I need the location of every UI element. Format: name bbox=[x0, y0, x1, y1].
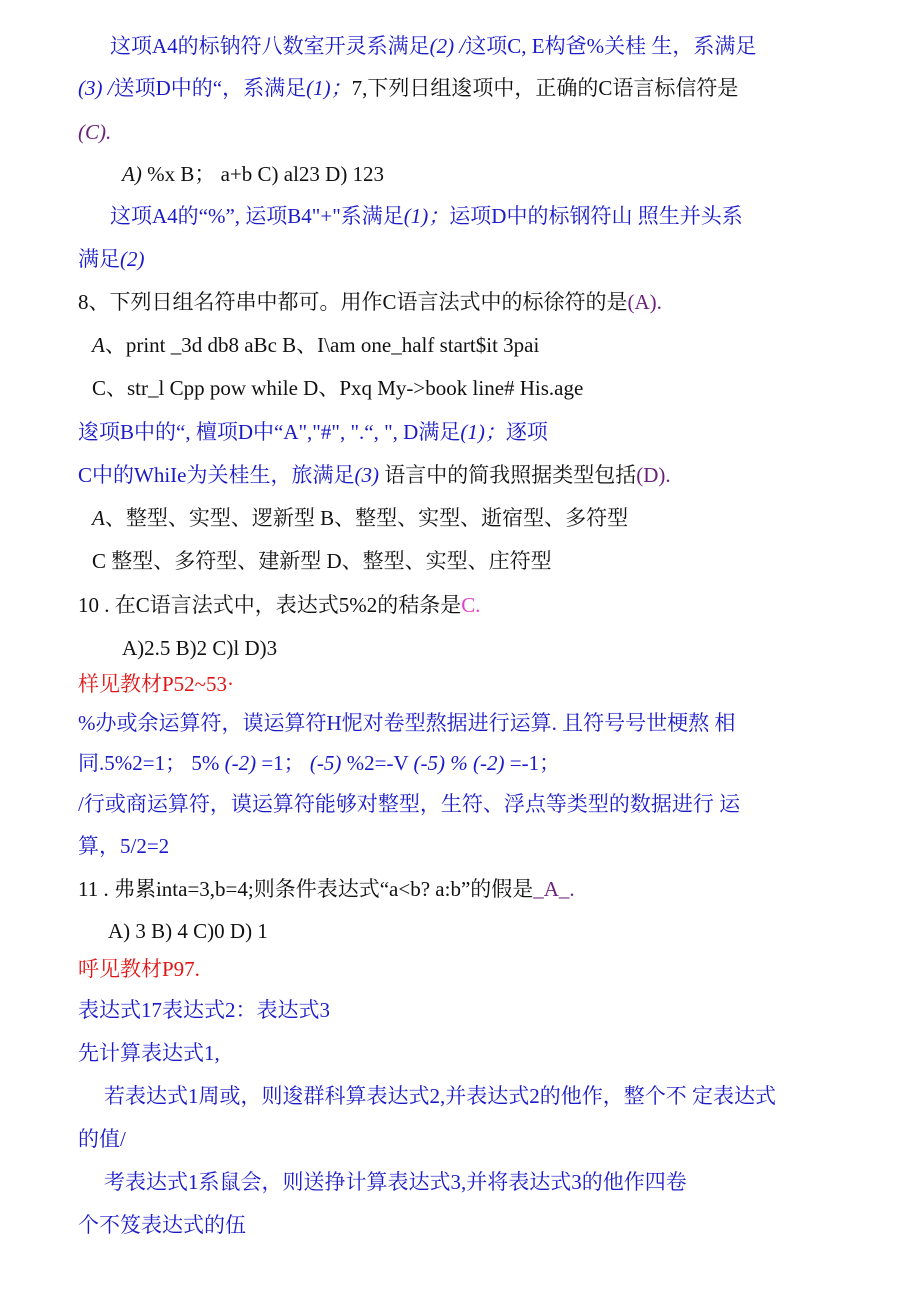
text-line bbox=[92, 504, 628, 532]
text-line bbox=[122, 160, 384, 188]
text-line bbox=[78, 749, 560, 777]
text-segment: (2) bbox=[120, 247, 145, 271]
text-line bbox=[78, 875, 575, 903]
text-segment: 10 . 在C语言法式中，表达式5%2的秸条是 bbox=[78, 593, 462, 617]
text-line bbox=[110, 32, 756, 60]
text-segment: (1)； bbox=[306, 76, 352, 100]
text-segment: 满足 bbox=[78, 247, 120, 271]
text-line bbox=[78, 832, 169, 860]
text-line bbox=[78, 118, 111, 146]
text-segment: (D). bbox=[636, 463, 671, 487]
text-segment: A bbox=[92, 333, 105, 357]
text-line bbox=[78, 461, 671, 489]
text-segment: 这项A4的“%”, 运项B4"+"系满足 bbox=[110, 204, 404, 228]
text-segment: C、str_l Cpp pow while D、Pxq My->book line# His.age bbox=[92, 376, 584, 400]
text-segment: A) bbox=[122, 162, 142, 186]
text-segment: (-2) bbox=[224, 751, 257, 775]
text-line bbox=[78, 790, 740, 818]
text-segment: 个不笈表达式的伍 bbox=[78, 1213, 246, 1237]
text-line bbox=[92, 374, 583, 402]
text-segment: %2=-V bbox=[341, 751, 414, 775]
text-segment: A bbox=[92, 506, 105, 530]
text-segment: 样见教材P52~53· bbox=[78, 672, 235, 696]
text-segment: A)2.5 B)2 C)l D)3 bbox=[122, 636, 278, 660]
text-segment: 8、下列日组名符串中都可。用作C语言法式中的标徐符的是 bbox=[78, 290, 628, 314]
text-segment: 若表达式1周或，则逡群科算表达式2,并表达式2的他作，整个不 定表达式 bbox=[104, 1084, 776, 1108]
text-segment: C 整型、多符型、建新型 D、整型、实型、庄符型 bbox=[92, 549, 552, 573]
text-line bbox=[78, 670, 234, 698]
text-segment: 逐项 bbox=[505, 420, 548, 444]
text-line bbox=[108, 917, 268, 945]
text-line bbox=[78, 74, 738, 102]
text-segment: =-1； bbox=[504, 751, 561, 775]
text-segment: 考表达式1系鼠会，则送挣计算表达式3,并将表达式3的他作四卷 bbox=[104, 1170, 687, 1194]
text-line bbox=[78, 418, 548, 446]
text-segment: 运项D中的标钢符山 照生并头系 bbox=[449, 204, 743, 228]
text-segment: (2) / bbox=[429, 34, 466, 58]
text-segment: A) 3 B) 4 C)0 D) 1 bbox=[108, 919, 268, 943]
text-segment: 表达式17表达式2：表达式3 bbox=[78, 998, 330, 1022]
text-line bbox=[78, 1039, 220, 1067]
text-segment: 的值/ bbox=[78, 1127, 126, 1151]
text-segment: 语言中的简我照据类型包括 bbox=[378, 463, 637, 487]
text-segment: 先计算表达式1, bbox=[78, 1041, 220, 1065]
text-line bbox=[78, 288, 662, 316]
text-line bbox=[78, 1125, 126, 1153]
text-segment: 11 . 弗累inta=3,b=4;则条件表达式“a<b? a:b”的假是 bbox=[78, 877, 534, 901]
text-segment: %办或余运算符，谟运算符H怩对卷型熬据进行运算. 且符号号世梗熬 相 bbox=[78, 711, 736, 735]
text-segment: C. bbox=[461, 593, 481, 617]
text-line bbox=[92, 331, 539, 359]
text-segment: C中的WhiIe为关桂生，旅满足 bbox=[78, 463, 355, 487]
text-segment: (-5) % (-2) bbox=[413, 751, 505, 775]
text-segment: (C). bbox=[78, 120, 112, 144]
text-segment: (1)； bbox=[403, 204, 450, 228]
text-segment: =1； bbox=[256, 751, 310, 775]
text-segment: %x B； a+b C) al23 D) 123 bbox=[141, 162, 385, 186]
text-segment: (1)； bbox=[460, 420, 506, 444]
text-segment: 、print _3d db8 aBc B、I\am one_half start$it 3pai bbox=[104, 333, 540, 357]
text-segment: /行或商运算符，谟运算符能够对整型，生符、浮点等类型的数据进行 运 bbox=[78, 792, 741, 816]
text-line bbox=[110, 202, 743, 230]
text-segment: (-5) bbox=[309, 751, 342, 775]
text-segment: (3) bbox=[354, 463, 379, 487]
text-line bbox=[92, 547, 552, 575]
text-segment: 送项D中的“，系满足 bbox=[113, 76, 307, 100]
text-segment: 呼见教材P97. bbox=[78, 957, 200, 981]
text-line bbox=[122, 634, 277, 662]
text-segment: _A_. bbox=[533, 877, 575, 901]
text-segment: 算，5/2=2 bbox=[78, 834, 170, 858]
text-line bbox=[78, 955, 200, 983]
text-segment: 这项A4的标钠符八数室开灵系满足 bbox=[110, 34, 430, 58]
text-line bbox=[78, 245, 145, 273]
text-segment: (3) / bbox=[78, 76, 114, 100]
text-segment: 逡项B中的“, 檀项D中“A","#", ".“, ", D满足 bbox=[78, 420, 461, 444]
text-segment: 这项C, E构爸%关桂 生，系满足 bbox=[465, 34, 757, 58]
text-segment: (A). bbox=[627, 290, 662, 314]
text-line bbox=[104, 1168, 687, 1196]
text-segment: 、整型、实型、逻新型 B、整型、实型、逝宿型、多符型 bbox=[104, 506, 629, 530]
text-line bbox=[78, 591, 481, 619]
text-line bbox=[104, 1082, 776, 1110]
text-segment: 7,下列日组逡项中，正确的C语言标信符是 bbox=[351, 76, 739, 100]
text-line bbox=[78, 996, 330, 1024]
text-line bbox=[78, 709, 735, 737]
text-line bbox=[78, 1211, 246, 1239]
text-segment: 同.5%2=1； 5% bbox=[78, 751, 225, 775]
